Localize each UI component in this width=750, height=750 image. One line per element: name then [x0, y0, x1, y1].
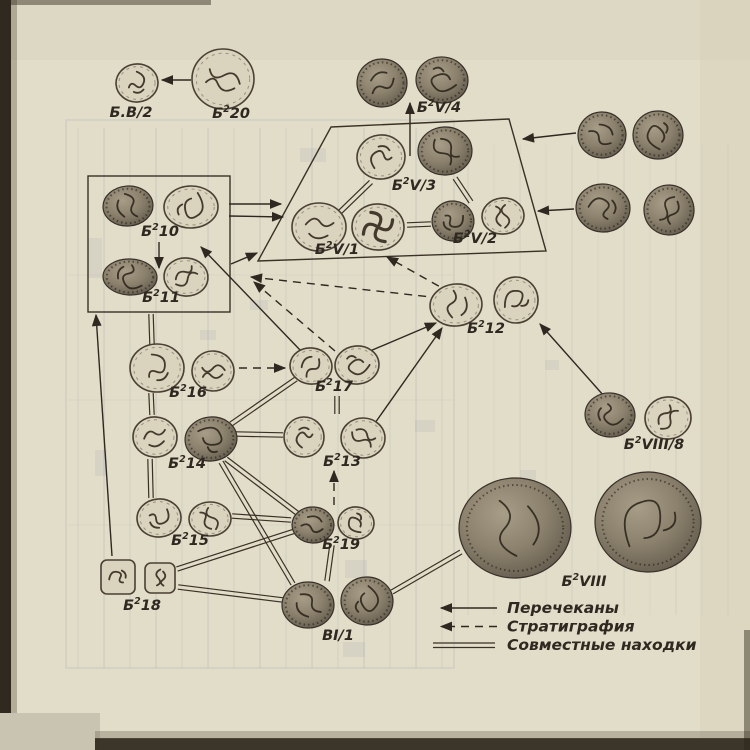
legend-label: Перечеканы — [507, 599, 619, 617]
label-bi1: ВI/1 — [322, 628, 354, 644]
label-b15: $Б^215$ — [171, 531, 209, 549]
label-b12: $Б^212$ — [467, 319, 505, 337]
label-b17: $Б^217$ — [315, 377, 353, 395]
coin-bviii — [594, 471, 702, 573]
legend-label: Совместные находки — [507, 636, 697, 654]
coin-b20 — [191, 48, 254, 109]
label-b18: $Б^218$ — [123, 596, 161, 614]
label-bv2g: $Б^2V/2$ — [452, 229, 498, 247]
label-bv4: $Б^2V/4$ — [416, 98, 462, 116]
coin-b13 — [283, 416, 324, 457]
coin-bi1 — [282, 582, 334, 628]
legend-label: Стратиграфия — [507, 617, 635, 636]
coin-b13 — [341, 418, 386, 459]
label-bv3: $Б^2V/3$ — [391, 176, 437, 194]
label-b20: $Б^220$ — [212, 104, 250, 122]
coin-b15 — [189, 502, 232, 537]
coin-b18 — [101, 560, 135, 594]
coin-b10 — [164, 186, 219, 229]
label-bviii8: $Б^2VIII/8$ — [623, 435, 685, 453]
coin-rp1 — [633, 111, 684, 160]
label-bv2: Б.В/2 — [109, 105, 153, 121]
coin-rp1 — [577, 111, 627, 159]
label-bv1: $Б^2V/1$ — [314, 240, 360, 258]
coin-b18 — [145, 563, 175, 593]
label-b11: $Б^211$ — [142, 288, 180, 306]
label-bviii: $Б^2VIII$ — [561, 572, 607, 590]
label-b19: $Б^219$ — [322, 535, 360, 553]
label-b14: $Б^214$ — [168, 454, 206, 472]
label-b13: $Б^213$ — [323, 452, 361, 470]
edge-overstrike-b10-bv1 — [229, 216, 283, 217]
label-b10: $Б^210$ — [141, 222, 179, 240]
label-b16: $Б^216$ — [169, 383, 207, 401]
